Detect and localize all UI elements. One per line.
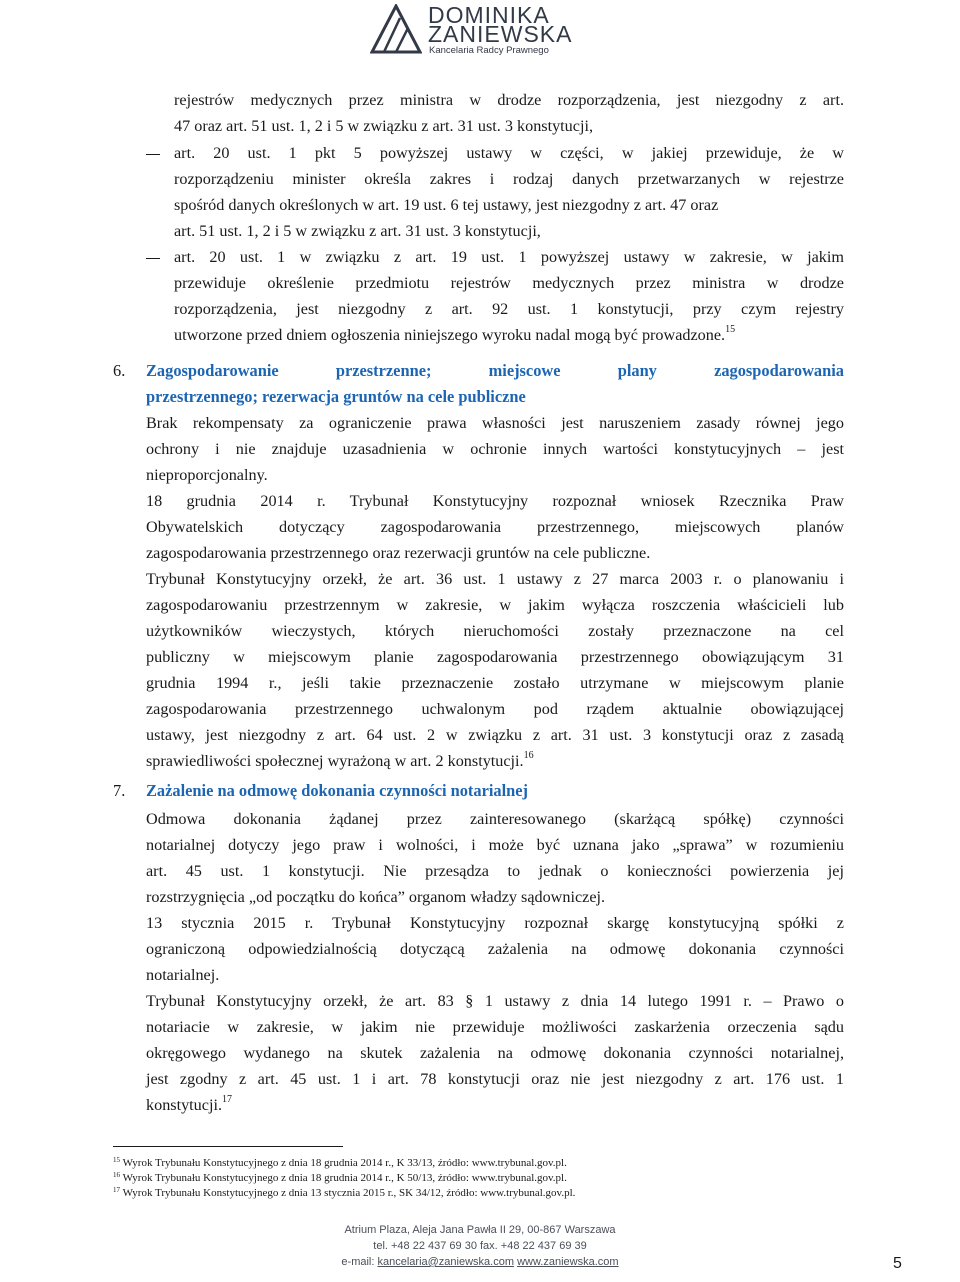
paragraph-line: ustawy, jest niezgodny z art. 64 ust. 2 w związku z art. 31 ust. 3 konstytucji oraz z zasadą	[146, 726, 844, 744]
logo-subtitle: Kancelaria Radcy Prawnego	[429, 45, 549, 56]
paragraph-line: okręgowego wydanego na skutek zażalenia na odmowę dokonania czynności notarialnej,	[146, 1044, 844, 1062]
paragraph-line: zagospodarowaniu przestrzennym w zakresie, w jakim wyłącza roszczenia właścicieli lub	[146, 596, 844, 614]
paragraph-line: notarialnej.	[146, 966, 220, 984]
paragraph-line: publiczny w miejscowym planie zagospodarowania przestrzennego obowiązującym 31	[146, 648, 844, 666]
paragraph-line: Brak rekompensaty za ograniczenie prawa własności jest naruszeniem zasady równej jego	[146, 414, 844, 432]
paragraph-line: ochrony i nie znajduje uzasadnienia w ochronie innych wartości konstytucyjnych – jest	[146, 440, 844, 458]
footnote-text: Wyrok Trybunału Konstytucyjnego z dnia 18 grudnia 2014 r., K 50/13, źródło: www.trybunal.gov.pl.	[122, 1172, 567, 1184]
logo-name-last: ZANIEWSKA	[428, 21, 573, 47]
paragraph-line: grudnia 1994 r., jeśli takie przeznaczenie zostało utrzymane w miejscowym planie	[146, 674, 844, 692]
list-line: art. 20 ust. 1 w związku z art. 19 ust. 1 powyższej ustawy w zakresie, w jakim	[174, 248, 844, 266]
paragraph-line-last	[146, 1092, 232, 1118]
footnote	[113, 1172, 567, 1185]
footer-address: Atrium Plaza, Aleja Jana Pawła II 29, 00-867 Warszawa	[344, 1224, 616, 1236]
page-number: 5	[893, 1255, 902, 1272]
footer-email-link[interactable]: kancelaria@zaniewska.com	[377, 1256, 515, 1268]
section-number: 6.	[113, 361, 126, 380]
paragraph-line: notariacie w zakresie, w jakim nie przewiduje możliwości zaskarżenia orzeczenia sądu	[146, 1018, 844, 1036]
paragraph-line: użytkowników wieczystych, których nieruchomości zostały przeznaczone na cel	[146, 622, 844, 640]
footnote-number: 16	[113, 1171, 120, 1179]
paragraph-line: 18 grudnia 2014 r. Trybunał Konstytucyjny rozpoznał wniosek Rzecznika Praw	[146, 492, 844, 510]
logo-mark-icon	[370, 4, 422, 54]
list-line: art. 20 ust. 1 pkt 5 powyższej ustawy w części, w jakiej przewiduje, że w	[174, 144, 844, 162]
paragraph-line: ograniczoną odpowiedzialnością dotyczącą zażalenia na odmowę dokonania czynności	[146, 940, 844, 958]
section-heading: Zażalenie na odmowę dokonania czynności notarialnej	[146, 781, 529, 800]
paragraph-line: rozstrzygnięcia „od początku do końca” organom władzy sądowniczej.	[146, 888, 606, 906]
footnote-text: Wyrok Trybunału Konstytucyjnego z dnia 13 stycznia 2015 r., SK 34/12, źródło: www.trybunal.gov.pl.	[122, 1187, 576, 1199]
list-line: rozporządzeniu minister określa zakres i rodzaj danych przetwarzanych w rejestrze	[174, 170, 844, 188]
footnote-text: Wyrok Trybunału Konstytucyjnego z dnia 18 grudnia 2014 r., K 33/13, źródło: www.trybunal.gov.pl.	[122, 1157, 567, 1169]
list-line: przewiduje określenie przedmiotu rejestrów medycznych przez ministra w drodze	[174, 274, 844, 292]
footer-website-link[interactable]: www.zaniewska.com	[517, 1256, 619, 1268]
footer-email-label: e-mail:	[341, 1256, 375, 1268]
list-line: art. 51 ust. 1, 2 i 5 w związku z art. 31 ust. 3 konstytucji,	[174, 222, 541, 240]
footnote-ref: 15	[725, 324, 736, 335]
paragraph-line: Odmowa dokonania żądanej przez zainteresowanego (skarżącą spółkę) czynności	[146, 810, 844, 828]
footer-phones: tel. +48 22 437 69 30 fax. +48 22 437 69 39	[373, 1240, 587, 1252]
list-line: rejestrów medycznych przez ministra w drodze rozporządzenia, jest niezgodny z art.	[174, 91, 844, 109]
logo	[370, 2, 610, 54]
paragraph-line: art. 45 ust. 1 konstytucji. Nie przesądza to jednak o konieczności powierzenia jej	[146, 862, 844, 880]
dash-bullet	[146, 154, 160, 155]
paragraph-line: zagospodarowania przestrzennego oraz rezerwacji gruntów na cele publiczne.	[146, 544, 651, 562]
footnote-separator	[113, 1146, 343, 1147]
paragraph-line: Trybunał Konstytucyjny orzekł, że art. 36 ust. 1 ustawy z 27 marca 2003 r. o planowaniu i	[146, 570, 844, 588]
section-heading: przestrzennego; rezerwacja gruntów na cele publiczne	[146, 387, 526, 406]
list-line-text: utworzone przed dniem ogłoszenia niniejszego wyroku nadal mogą być prowadzone.	[174, 326, 726, 344]
paragraph-line: Obywatelskich dotyczący zagospodarowania przestrzennego, miejscowych planów	[146, 518, 844, 536]
paragraph-text: konstytucji.	[146, 1096, 222, 1114]
footnote-ref: 17	[222, 1094, 232, 1105]
list-line: rozporządzenia, jest niezgodny z art. 92 ust. 1 konstytucji, przy czym rejestry	[174, 300, 844, 318]
list-line: spośród danych określonych w art. 19 ust. 6 tej ustawy, jest niezgodny z art. 47 oraz	[174, 196, 719, 214]
paragraph-line: zagospodarowania przestrzennego uchwalonym pod rządem aktualnie obowiązującej	[146, 700, 844, 718]
footnote-number: 17	[113, 1186, 120, 1194]
footnote	[113, 1187, 575, 1200]
section-heading: Zagospodarowanie przestrzenne; miejscowe plany zagospodarowania	[146, 361, 844, 380]
paragraph-line: 13 stycznia 2015 r. Trybunał Konstytucyjny rozpoznał skargę konstytucyjną spółki z	[146, 914, 844, 932]
section-number: 7.	[113, 781, 126, 800]
footnote	[113, 1157, 567, 1170]
footer-contact	[0, 1256, 960, 1268]
footnote-ref: 16	[523, 750, 534, 761]
paragraph-text: sprawiedliwości społecznej wyrażoną w art. 2 konstytucji.	[146, 752, 524, 770]
paragraph-line: notarialnej dotyczy jego praw i wolności, i może być uznana jako „sprawa” w rozumieniu	[146, 836, 844, 854]
dash-bullet	[146, 258, 160, 259]
list-line: 47 oraz art. 51 ust. 1, 2 i 5 w związku z art. 31 ust. 3 konstytucji,	[174, 117, 593, 135]
footnote-number: 15	[113, 1156, 120, 1164]
paragraph-line: Trybunał Konstytucyjny orzekł, że art. 83 § 1 ustawy z dnia 14 lutego 1991 r. – Prawo o	[146, 992, 844, 1010]
paragraph-line-last	[146, 748, 534, 774]
list-line-last	[174, 322, 735, 348]
logo-name-first: DOMINIKA	[428, 2, 550, 28]
paragraph-line: jest zgodny z art. 45 ust. 1 i art. 78 konstytucji oraz nie jest niezgodny z art. 176 ust. 1	[146, 1070, 844, 1088]
paragraph-line: nieproporcjonalny.	[146, 466, 268, 484]
